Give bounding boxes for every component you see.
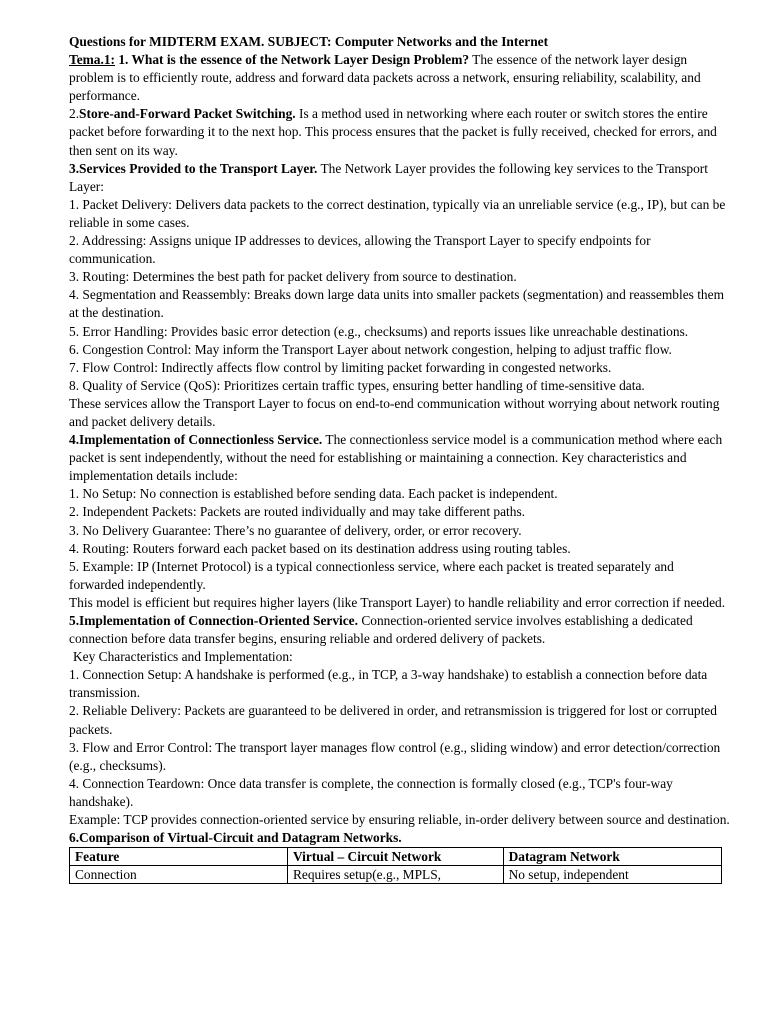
question-2 — [69, 105, 731, 159]
table-header-row — [70, 848, 722, 866]
question-6-number: 6. — [69, 830, 80, 846]
question-4-body: The connectionless service model is a communication method where each packet is sent independently, without the need for establishing or maintaining a connection. Key characteristics and implementation details include: — [69, 432, 723, 484]
list-item: 8. Quality of Service (QoS): Prioritizes certain traffic types, ensuring better handling of time-sensitive data. — [69, 377, 645, 393]
question-2-body: Is a method used in networking where each router or switch stores the entire packet before forwarding it to the next hop. This process ensures that the packet is fully received, checked for errors, and then sent on its way. — [69, 106, 717, 158]
question-5-number: 5. — [69, 613, 80, 628]
question-3 — [69, 160, 731, 196]
question-2-heading: Store-and-Forward Packet Switching. — [79, 106, 296, 122]
list-item: 3. Routing: Determines the best path for packet delivery from source to destination. — [69, 269, 517, 285]
list-item: 5. Error Handling: Provides basic error detection (e.g., checksums) and reports issues like unreachable destinations. — [69, 323, 689, 339]
list-item: 4. Segmentation and Reassembly: Breaks down large data units into smaller packets (segmentation) and reassembles them at the destination. — [69, 287, 724, 321]
list-item: 4. Routing: Routers forward each packet based on its destination address using routing tables. — [69, 540, 571, 556]
list-item: 2. Addressing: Assigns unique IP addresses to devices, allowing the Transport Layer to specify endpoints for communication. — [69, 233, 651, 267]
table-cell: Connection — [70, 866, 288, 884]
document-body — [69, 33, 731, 884]
question-1 — [69, 51, 731, 105]
list-item: 1. No Setup: No connection is established before sending data. Each packet is independent. — [69, 486, 558, 502]
list-item: 1. Packet Delivery: Delivers data packets to the correct destination, typically via an unreliable service (e.g., IP), but can be reliable in some cases. — [69, 196, 726, 230]
question-3-number: 3. — [69, 160, 80, 176]
question-4-heading: Implementation of Connectionless Service. — [79, 432, 323, 448]
question-3-summary: These services allow the Transport Layer to focus on end-to-end communication without worrying about network routing and packet delivery details. — [69, 395, 720, 429]
question-5-body: Connection-oriented service involves establishing a dedicated connection before data transfer begins, ensuring reliable and ordered delivery of packets. — [69, 613, 693, 647]
tema-label: Tema.1: — [69, 52, 115, 68]
question-2-number: 2. — [69, 106, 80, 122]
page-title: Questions for MIDTERM EXAM. SUBJECT: Computer Networks and the Internet — [69, 34, 549, 49]
question-6-heading: Comparison of Virtual-Circuit and Datagram Networks. — [79, 830, 402, 846]
list-item: 6. Congestion Control: May inform the Transport Layer about network congestion, helping to adjust traffic flow. — [69, 341, 672, 357]
table-cell: No setup, independent — [503, 866, 721, 884]
question-5-summary: Example: TCP provides connection-oriented service by ensuring reliable, in-order delivery between source and destination. — [69, 812, 730, 828]
question-3-heading: Services Provided to the Transport Layer. — [79, 160, 318, 176]
column-header-datagram: Datagram Network — [503, 848, 721, 866]
question-4 — [69, 431, 731, 485]
table-row — [70, 866, 722, 884]
list-item: 3. No Delivery Guarantee: There’s no guarantee of delivery, order, or error recovery. — [69, 522, 522, 538]
list-item: 2. Independent Packets: Packets are routed individually and may take different paths. — [69, 504, 526, 520]
question-5 — [69, 612, 731, 648]
question-5-heading: Implementation of Connection-Oriented Service. — [79, 613, 358, 628]
question-3-body: The Network Layer provides the following key services to the Transport Layer: — [69, 160, 708, 194]
comparison-table — [69, 847, 722, 884]
question-4-number: 4. — [69, 432, 80, 448]
question-5-subheading: Key Characteristics and Implementation: — [73, 649, 293, 665]
question-1-body: The essence of the network layer design problem is to efficiently route, address and forward data packets across a network, ensuring reliability, scalability, and performance. — [69, 52, 701, 104]
question-1-heading: 1. What is the essence of the Network Layer Design Problem? — [115, 52, 470, 68]
list-item: 2. Reliable Delivery: Packets are guaranteed to be delivered in order, and retransmission is triggered for lost or corrupted packets. — [69, 703, 717, 737]
column-header-virtual-circuit: Virtual – Circuit Network — [287, 848, 503, 866]
list-item: 7. Flow Control: Indirectly affects flow control by limiting packet forwarding in congested networks. — [69, 359, 612, 375]
list-item: 5. Example: IP (Internet Protocol) is a typical connectionless service, where each packet is treated separately and forwarded independently. — [69, 558, 674, 592]
table-cell: Requires setup(e.g., MPLS, — [287, 866, 503, 884]
question-6 — [69, 829, 731, 847]
list-item: 3. Flow and Error Control: The transport layer manages flow control (e.g., sliding window) and error detection/correction (e.g., checksums). — [69, 739, 721, 773]
column-header-feature: Feature — [70, 848, 288, 866]
question-4-summary: This model is efficient but requires higher layers (like Transport Layer) to handle reliability and error correction if needed. — [69, 594, 726, 610]
list-item: 4. Connection Teardown: Once data transfer is complete, the connection is formally closed (e.g., TCP's four-way handshake). — [69, 775, 673, 809]
list-item: 1. Connection Setup: A handshake is performed (e.g., in TCP, a 3-way handshake) to establish a connection before data transmission. — [69, 667, 708, 701]
